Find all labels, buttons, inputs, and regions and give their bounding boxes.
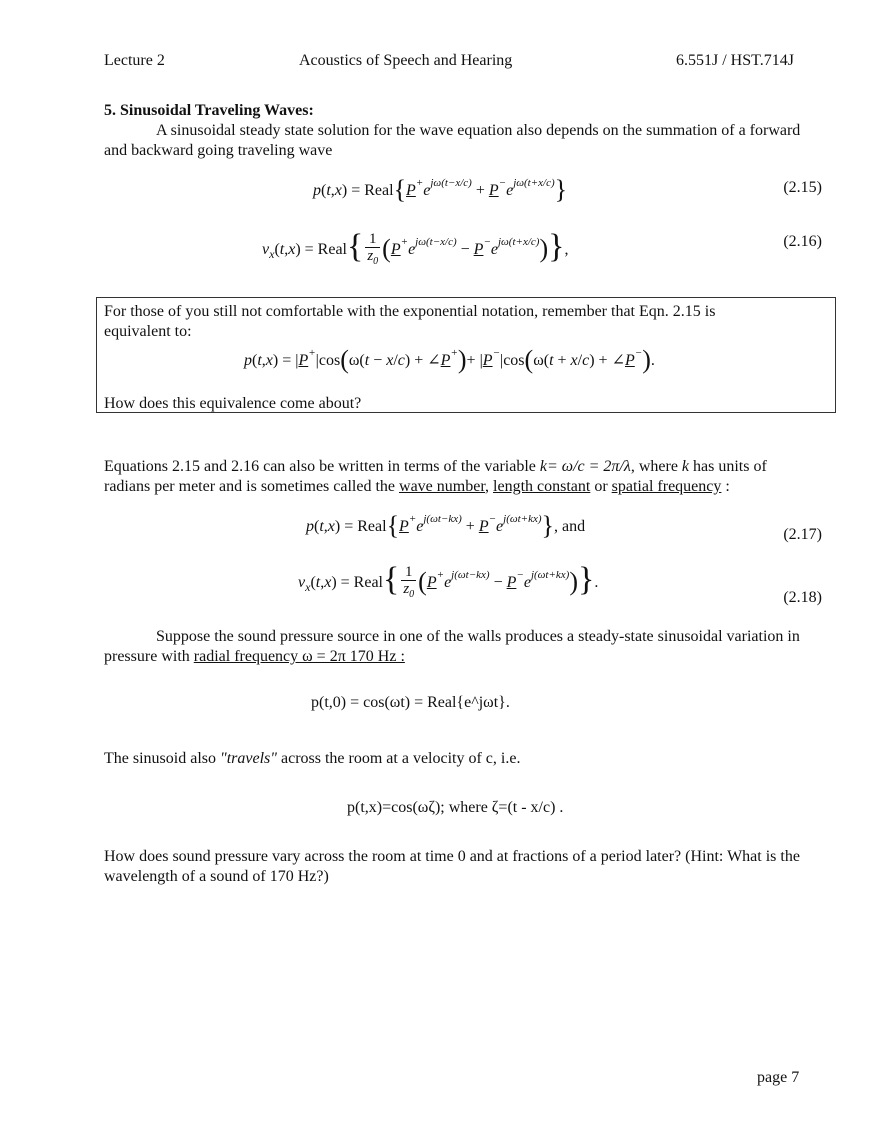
equation-number-2-16: (2.16) [783, 233, 822, 250]
term-length-constant: length constant [493, 478, 591, 495]
equation-2-17-suffix: , and [554, 518, 586, 535]
page-number: page 7 [757, 1069, 800, 1086]
header-course-number: 6.551J / HST.714J [676, 52, 794, 69]
text-segment: has units of radians per meter and is sometimes called the [104, 458, 767, 495]
text-segment: Equations 2.15 and 2.16 can also be written in terms of the variable [104, 458, 540, 475]
section-intro: A sinusoidal steady state solution for the wave equation also depends on the summation of a forward and backward going traveling wave [104, 122, 801, 159]
equation-travel: p(t,x)=cos(ωζ); where ζ=(t - x/c) . [347, 799, 564, 816]
term-wave-number: wave number [399, 478, 486, 495]
note-question: How does this equivalence come about? [104, 395, 362, 412]
section-title: 5. Sinusoidal Traveling Waves: [104, 102, 314, 119]
equation-source: p(t,0) = cos(ωt) = Real{e^jωt}. [311, 694, 510, 711]
equation-number-2-18: (2.18) [783, 589, 822, 606]
equation-2-15: $p(t,x) = Real\{P^+e^{j\omega(t-x/c)} + P^-e^{j\omega(t+x/c)}\}$ [313, 175, 568, 204]
header-lecture: Lecture 2 [104, 52, 165, 69]
final-question: How does sound pressure vary across the room at time 0 and at fractions of a period later? (Hint: What is the wavelength of a sound of 170 Hz?) [104, 848, 800, 885]
note-text: For those of you still not comfortable with the exponential notation, remember that Eqn. 2.15 is equivalent to: [104, 303, 716, 340]
equation-number-2-15: (2.15) [783, 179, 822, 196]
term-spatial-frequency: spatial frequency [611, 478, 722, 495]
header-course-title: Acoustics of Speech and Hearing [299, 52, 513, 69]
text-segment: , [485, 478, 494, 495]
travels-paragraph [104, 750, 520, 768]
equation-2-18-suffix: . [594, 574, 599, 591]
k-definition: k= ω/c = 2π/λ [539, 458, 631, 475]
text-segment: , where [630, 458, 682, 475]
equation-cosine-form: p(t,x) = |P+|cos(ω(t − x/c) + ∠P+)+ |P−|cos(ω(t + x/c) + ∠P−). [244, 345, 655, 374]
equation-2-16: $v_x(t,x)$ = Real{ $\frac{1}{z_0}$ $(P^+e^{j\omega(t-x/c)} - P^-e^{j\omega(t+x/c)})$}, [262, 225, 568, 270]
source-paragraph [104, 627, 804, 667]
text-segment: The sinusoid also [104, 750, 220, 767]
equation-number-2-17: (2.17) [783, 526, 822, 543]
travels-quote: "travels" [220, 750, 277, 767]
k-variable: k [681, 458, 690, 475]
text-segment: across the room at a velocity of c, i.e. [276, 750, 521, 767]
equation-2-17: $p(t,x) = Real\{P^+e^{j(\omega t-kx)} + P^-e^{j(\omega t+kx)}\}$, and [306, 511, 586, 540]
text-segment: Suppose the sound pressure source in one of the walls produces a steady-state sinusoidal variation in pressure with [104, 628, 800, 665]
text-segment: or [590, 478, 612, 495]
equation-2-18: $v_x(t,x)$ = Real{ $\frac{1}{z_0}$ $(P^+e^{j(\omega t-kx)} - P^-e^{j(\omega t+kx)})$}. [298, 558, 598, 603]
term-radial-frequency: radial frequency ω = 2π 170 Hz : [193, 648, 405, 665]
text-segment: : [721, 478, 730, 495]
wave-number-paragraph [104, 457, 804, 497]
